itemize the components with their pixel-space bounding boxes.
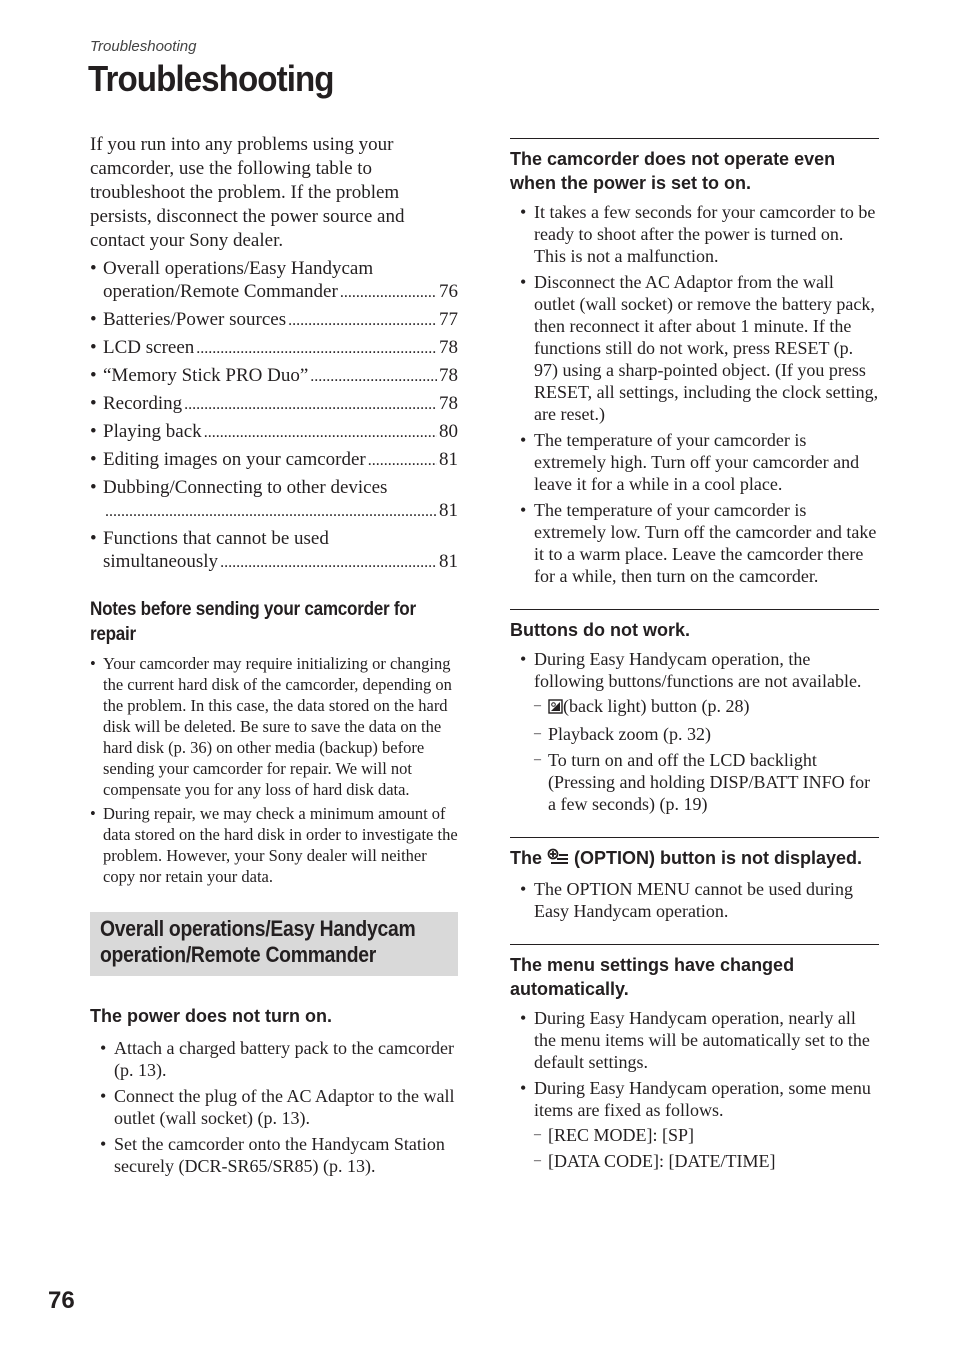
power-block: [90, 1004, 458, 1177]
not-operate-item: • The temperature of your camcorder is extremely low. Turn off the camcorder and take it to a warm place. Leave the camcorder there for a while, then turn on the camcorder.: [510, 499, 879, 587]
buttons-item: [510, 648, 879, 815]
toc-label: • Batteries/Power sources: [103, 309, 287, 330]
right-column: [510, 138, 879, 1194]
backlight-icon: [548, 697, 563, 719]
menu-item: [510, 1077, 879, 1172]
power-item: • Set the camcorder onto the Handycam Station securely (DCR-SR65/SR85) (p. 13).: [90, 1133, 458, 1177]
not-operate-item: • The temperature of your camcorder is extremely high. Turn off your camcorder and leave it for a while in a cool place.: [510, 429, 879, 495]
toc-label-line1: • Overall operations/Easy Handycam: [103, 258, 374, 279]
buttons-list: [510, 648, 879, 815]
toc-page: 78: [439, 393, 458, 414]
toc-item[interactable]: [90, 308, 458, 332]
toc-label: • “Memory Stick PRO Duo”: [103, 365, 309, 386]
not-operate-heading: The camcorder does not operate even when the power is set to on.: [510, 149, 836, 193]
leader-dots: [204, 421, 437, 444]
running-head: Troubleshooting: [90, 38, 197, 55]
toc-label: • LCD screen: [103, 337, 195, 358]
leader-dots: [310, 365, 437, 388]
power-item: • Connect the plug of the AC Adaptor to the wall outlet (wall socket) (p. 13).: [90, 1085, 458, 1129]
notes-list: [90, 653, 458, 887]
buttons-heading: Buttons do not work.: [510, 620, 690, 640]
option-list: [510, 878, 879, 922]
section-heading-line1: Overall operations/Easy Handycam: [100, 916, 416, 941]
toc-item[interactable]: [90, 448, 458, 472]
toc-item[interactable]: [90, 527, 458, 574]
power-item: • Attach a charged battery pack to the camcorder (p. 13).: [90, 1037, 458, 1081]
toc-label-line1: • Dubbing/Connecting to other devices: [103, 477, 388, 498]
buttons-subitem: – To turn on and off the LCD backlight (Pressing and holding DISP/BATT INFO for a few seconds) (p. 19): [534, 749, 879, 815]
power-list: [90, 1037, 458, 1177]
section-heading-line2: operation/Remote Commander: [100, 942, 377, 967]
toc-label: • Recording: [103, 393, 183, 414]
toc-page: 81: [439, 449, 458, 470]
toc-item[interactable]: [90, 392, 458, 416]
toc-list: [90, 257, 458, 574]
not-operate-item: • Disconnect the AC Adaptor from the wall outlet (wall socket) or remove the battery pack, then reconnect it after about 1 minute. If the functions still do not work, press RESET (p. 97) using a sharp-pointed object. (If you press RESET, all settings, including the clock setting, are reset.): [510, 271, 879, 425]
buttons-subitem: – Playback zoom (p. 32): [534, 723, 879, 745]
intro-paragraph: If you run into any problems using your camcorder, use the following table to troubleshoot the problem. If the problem persists, disconnect the power source and contact your Sony dealer.: [90, 134, 405, 251]
toc-page: 81: [439, 551, 458, 572]
leader-dots: [184, 393, 437, 416]
menu-heading: The menu settings have changed automatically.: [510, 955, 795, 999]
leader-dots: [105, 500, 437, 523]
toc-label-line1: • Functions that cannot be used: [103, 528, 329, 549]
not-operate-block: [510, 138, 879, 587]
page-title: Troubleshooting: [88, 58, 334, 99]
toc-label: • Editing images on your camcorder: [103, 449, 366, 470]
menu-subitem: – [REC MODE]: [SP]: [534, 1124, 879, 1146]
toc-page: 78: [439, 365, 458, 386]
toc-label: operation/Remote Commander: [103, 281, 338, 302]
toc-page: 80: [439, 421, 458, 442]
not-operate-item: • It takes a few seconds for your camcorder to be ready to shoot after the power is turned on. This is not a malfunction.: [510, 201, 879, 267]
toc-item[interactable]: [90, 364, 458, 388]
leader-dots: [340, 281, 437, 304]
not-operate-list: [510, 201, 879, 587]
page-number: 76: [48, 1287, 75, 1314]
toc-page: 77: [439, 309, 458, 330]
toc-label: simultaneously: [103, 551, 219, 572]
option-item: • The OPTION MENU cannot be used during Easy Handycam operation.: [510, 878, 879, 922]
section-heading: [90, 912, 458, 976]
option-heading: [510, 846, 879, 872]
menu-sublist: [534, 1124, 879, 1172]
toc-page: 76: [439, 281, 458, 302]
menu-item: • During Easy Handycam operation, nearly all the menu items will be automatically set to the default settings.: [510, 1007, 879, 1073]
menu-subitem: – [DATA CODE]: [DATE/TIME]: [534, 1150, 879, 1172]
buttons-subitem: [534, 695, 879, 719]
power-heading: The power does not turn on.: [90, 1006, 332, 1026]
menu-item-text: During Easy Handycam operation, some menu items are fixed as follows.: [534, 1078, 871, 1120]
buttons-sublist: [534, 695, 879, 815]
buttons-subitem-text: (back light) button (p. 28): [563, 696, 750, 716]
toc-label: • Playing back: [103, 421, 202, 442]
toc-item[interactable]: [90, 336, 458, 360]
toc-page: 81: [439, 500, 458, 521]
option-heading-post: (OPTION) button is not displayed.: [574, 848, 863, 868]
leader-dots: [288, 309, 437, 332]
note-item: • During repair, we may check a minimum amount of data stored on the hard disk in order to investigate the problem. However, your Sony dealer will neither copy nor retain your data.: [90, 803, 458, 887]
notes-heading: Notes before sending your camcorder for repair: [90, 599, 416, 645]
option-block: [510, 837, 879, 922]
toc-page: 78: [439, 337, 458, 358]
left-column: [90, 133, 458, 1181]
leader-dots: [220, 551, 437, 574]
toc-item[interactable]: [90, 420, 458, 444]
menu-list: [510, 1007, 879, 1172]
buttons-block: [510, 609, 879, 815]
option-icon: [547, 848, 569, 872]
toc-item[interactable]: [90, 476, 458, 523]
leader-dots: [368, 449, 437, 472]
buttons-item-text: During Easy Handycam operation, the following buttons/functions are not available.: [534, 649, 862, 691]
option-heading-pre: The: [510, 848, 543, 868]
menu-block: [510, 944, 879, 1172]
leader-dots: [196, 337, 437, 360]
toc-item[interactable]: [90, 257, 458, 304]
note-item: • Your camcorder may require initializing or changing the current hard disk of the camcorder, depending on the problem. In this case, the data stored on the hard disk will be deleted. Be sure to save the data on the hard disk (p. 36) on other media (backup) before sending your camcorder for repair. We will not compensate you for any loss of hard disk data.: [90, 653, 458, 800]
